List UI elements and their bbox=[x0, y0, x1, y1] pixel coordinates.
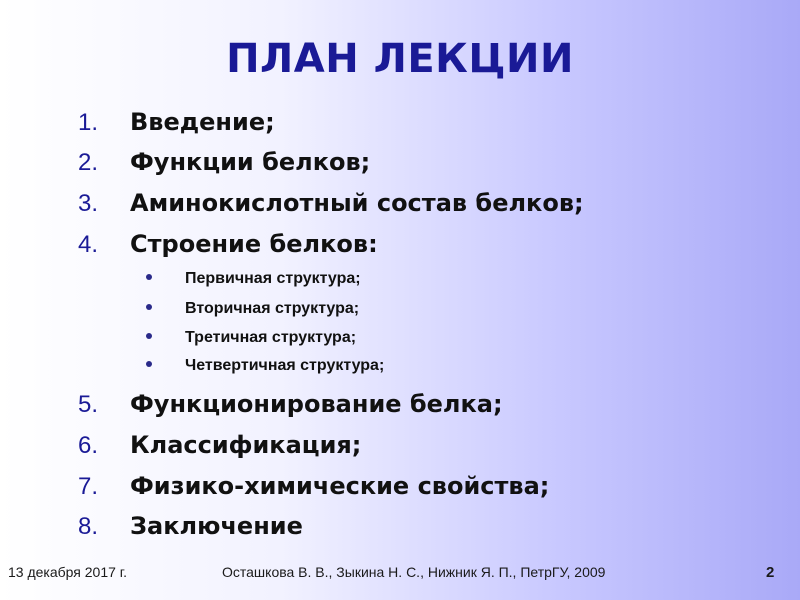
bullet-icon bbox=[146, 361, 152, 367]
list-item-text: Строение белков: bbox=[130, 230, 378, 258]
list-item-number: 6. bbox=[78, 432, 99, 459]
list-item-number: 1. bbox=[78, 109, 99, 136]
list-item-text: Введение; bbox=[130, 108, 275, 136]
list-item-number: 7. bbox=[78, 473, 99, 500]
sub-list-item bbox=[146, 270, 361, 288]
list-item-number: 5. bbox=[78, 391, 99, 418]
list-item bbox=[78, 390, 503, 419]
list-item bbox=[78, 108, 275, 137]
slide-title: ПЛАН ЛЕКЦИИ bbox=[226, 36, 574, 82]
sub-list-item bbox=[146, 329, 356, 347]
list-item-text: Функционирование белка; bbox=[130, 390, 503, 418]
list-item bbox=[78, 431, 361, 460]
list-item bbox=[78, 189, 584, 218]
sub-list-item-text: Вторичная структура; bbox=[185, 300, 360, 317]
list-item bbox=[78, 512, 303, 541]
list-item-number: 4. bbox=[78, 231, 99, 258]
list-item-text: Заключение bbox=[130, 512, 303, 540]
sub-list-item-text: Первичная структура; bbox=[185, 270, 361, 287]
sub-list-item bbox=[146, 357, 384, 375]
list-item-number: 2. bbox=[78, 149, 99, 176]
sub-list-item-text: Третичная структура; bbox=[185, 329, 357, 346]
bullet-icon bbox=[146, 333, 152, 339]
bullet-icon bbox=[146, 304, 152, 310]
sub-list-item-text: Четвертичная структура; bbox=[185, 357, 385, 374]
list-item bbox=[78, 472, 549, 501]
list-item-text: Аминокислотный состав белков; bbox=[130, 189, 584, 217]
sub-list-item bbox=[146, 300, 359, 318]
list-item bbox=[78, 230, 378, 259]
list-item-number: 3. bbox=[78, 190, 99, 217]
list-item-text: Классификация; bbox=[130, 431, 362, 459]
list-item-number: 8. bbox=[78, 513, 99, 540]
page-number: 2 bbox=[766, 564, 775, 581]
list-item-text: Физико-химические свойства; bbox=[130, 472, 550, 500]
footer-date: 13 декабря 2017 г. bbox=[8, 564, 128, 580]
footer-authors: Осташкова В. В., Зыкина Н. С., Нижник Я. П., ПетрГУ, 2009 bbox=[222, 564, 606, 580]
list-item bbox=[78, 148, 370, 177]
list-item-text: Функции белков; bbox=[130, 148, 371, 176]
bullet-icon bbox=[146, 274, 152, 280]
